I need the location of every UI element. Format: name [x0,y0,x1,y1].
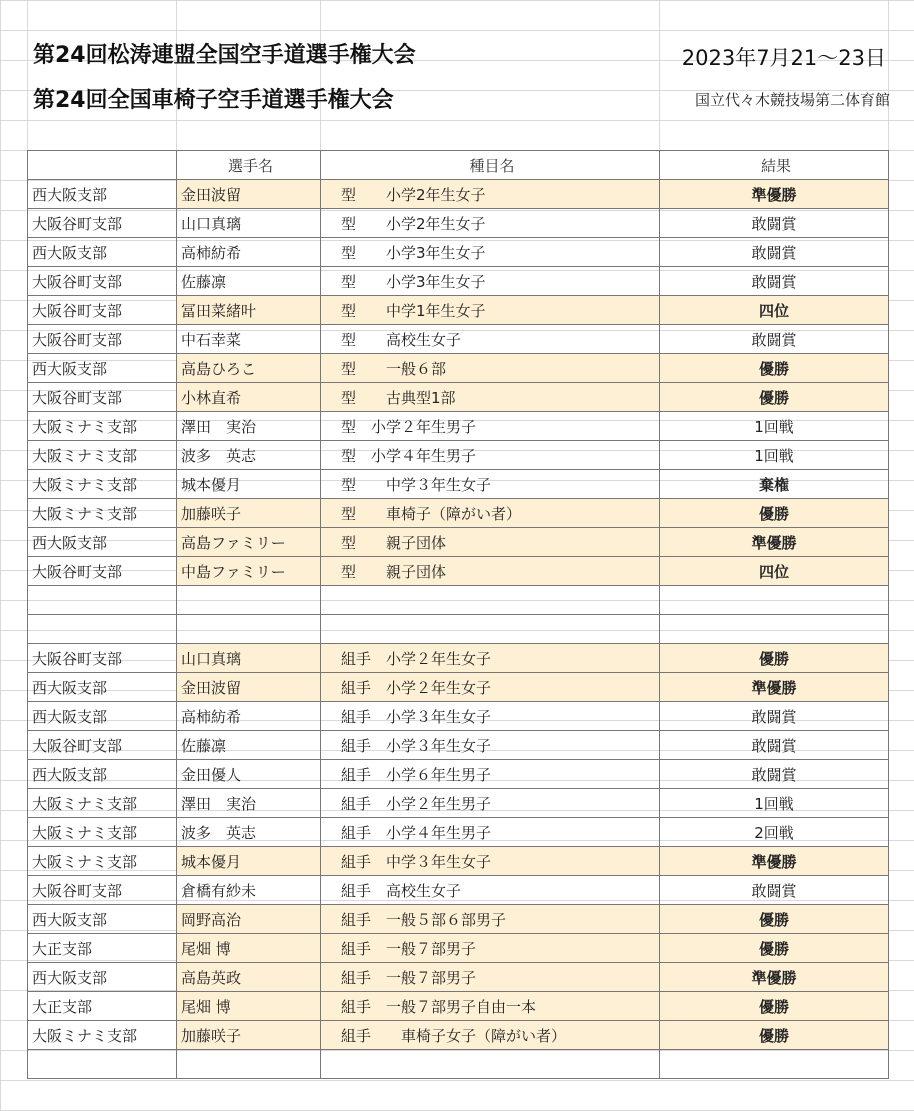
table-row [28,702,889,731]
event-cell[interactable]: 組手 一般５部６部男子 [321,905,660,934]
table-row [28,238,889,267]
tournament-venue: 国立代々木競技場第二体育館 [694,91,890,109]
branch-cell[interactable]: 大阪谷町支部 [28,267,177,296]
tournament-title-1: 第24回松涛連盟全国空手道選手権大会 [33,43,416,68]
name-cell[interactable]: 城本優月 [177,470,321,499]
result-cell[interactable]: 敢闘賞 [660,267,889,296]
result-cell[interactable] [660,586,889,615]
name-cell[interactable]: 高島英政 [177,963,321,992]
grid-line [888,0,889,150]
name-cell[interactable]: 高島ひろこ [177,354,321,383]
table-row [28,354,889,383]
table-row [28,412,889,441]
branch-cell[interactable]: 大阪谷町支部 [28,557,177,586]
name-cell[interactable]: 澤田 実治 [177,412,321,441]
result-cell[interactable]: 敢闘賞 [660,238,889,267]
name-cell[interactable] [177,1050,321,1079]
sheet-header [0,0,914,150]
grid-line [176,0,177,150]
name-cell[interactable]: 高柿紡希 [177,238,321,267]
name-cell[interactable]: 金田優人 [177,760,321,789]
tournament-date: 2023年7月21～23日 [681,46,886,70]
event-cell[interactable] [321,1050,660,1079]
name-cell[interactable]: 倉橋有紗未 [177,876,321,905]
branch-cell[interactable]: 大正支部 [28,992,177,1021]
name-cell[interactable]: 山口真璃 [177,644,321,673]
event-cell[interactable]: 型 小学２年生男子 [321,412,660,441]
branch-cell[interactable]: 大阪ミナミ支部 [28,818,177,847]
name-cell[interactable]: 山口真璃 [177,209,321,238]
table-row [28,528,889,557]
branch-cell[interactable]: 西大阪支部 [28,238,177,267]
table-row [28,267,889,296]
grid-line [27,0,28,150]
result-cell[interactable]: 準優勝 [660,847,889,876]
branch-cell[interactable]: 西大阪支部 [28,354,177,383]
result-cell[interactable]: 敢闘賞 [660,325,889,354]
table-row [28,441,889,470]
result-cell[interactable]: 敢闘賞 [660,760,889,789]
name-cell[interactable]: 澤田 実治 [177,789,321,818]
result-cell[interactable]: 四位 [660,296,889,325]
branch-cell[interactable]: 大正支部 [28,934,177,963]
name-cell[interactable]: 城本優月 [177,847,321,876]
branch-cell[interactable] [28,586,177,615]
event-cell[interactable]: 型 中学1年生女子 [321,296,660,325]
event-cell[interactable]: 組手 小学２年生女子 [321,673,660,702]
table-row [28,992,889,1021]
branch-cell[interactable]: 大阪谷町支部 [28,876,177,905]
grid-line [320,0,321,150]
branch-cell[interactable]: 大阪ミナミ支部 [28,412,177,441]
branch-cell[interactable]: 大阪谷町支部 [28,644,177,673]
branch-cell[interactable]: 大阪谷町支部 [28,296,177,325]
name-cell[interactable]: 加藤咲子 [177,1021,321,1050]
result-cell[interactable]: 敢闘賞 [660,209,889,238]
branch-cell[interactable]: 大阪谷町支部 [28,209,177,238]
branch-cell[interactable] [28,615,177,644]
event-cell[interactable]: 型 車椅子（障がい者） [321,499,660,528]
table-row [28,557,889,586]
table-row [28,383,889,412]
result-cell[interactable]: 優勝 [660,383,889,412]
branch-cell[interactable]: 大阪ミナミ支部 [28,441,177,470]
result-cell[interactable]: 優勝 [660,992,889,1021]
event-cell[interactable]: 組手 小学４年生男子 [321,818,660,847]
event-cell[interactable]: 組手 高校生女子 [321,876,660,905]
event-cell[interactable]: 組手 一般７部男子 [321,934,660,963]
branch-cell[interactable]: 西大阪支部 [28,702,177,731]
header-row [28,151,889,180]
result-cell[interactable]: 1回戦 [660,789,889,818]
branch-cell[interactable]: 西大阪支部 [28,905,177,934]
name-cell[interactable]: 佐藤凛 [177,731,321,760]
name-cell[interactable]: 岡野高治 [177,905,321,934]
branch-cell[interactable]: 大阪ミナミ支部 [28,499,177,528]
header-branch[interactable] [28,151,177,180]
result-cell[interactable]: 1回戦 [660,412,889,441]
event-cell[interactable]: 組手 小学６年生男子 [321,760,660,789]
branch-cell[interactable]: 大阪ミナミ支部 [28,470,177,499]
branch-cell[interactable]: 西大阪支部 [28,180,177,209]
name-cell[interactable]: 冨田菜緒叶 [177,296,321,325]
name-cell[interactable] [177,586,321,615]
name-cell[interactable]: 波多 英志 [177,818,321,847]
event-cell[interactable] [321,586,660,615]
name-cell[interactable]: 小林直希 [177,383,321,412]
results-table [27,150,889,1079]
table-row [28,644,889,673]
table-row [28,209,889,238]
result-cell[interactable]: 優勝 [660,644,889,673]
event-cell[interactable]: 型 親子団体 [321,557,660,586]
event-cell[interactable]: 型 小学４年生男子 [321,441,660,470]
branch-cell[interactable]: 西大阪支部 [28,673,177,702]
branch-cell[interactable]: 大阪ミナミ支部 [28,847,177,876]
table-row [28,905,889,934]
result-cell[interactable]: 敢闘賞 [660,731,889,760]
branch-cell[interactable] [28,1050,177,1079]
name-cell[interactable]: 高柿紡希 [177,702,321,731]
name-cell[interactable]: 金田波留 [177,180,321,209]
table-row [28,731,889,760]
table-row [28,586,889,615]
name-cell[interactable]: 高島ファミリー [177,528,321,557]
event-cell[interactable] [321,615,660,644]
table-row [28,934,889,963]
event-cell[interactable]: 組手 小学２年生女子 [321,644,660,673]
table-row [28,760,889,789]
event-cell[interactable]: 組手 一般７部男子自由一本 [321,992,660,1021]
result-cell[interactable]: 敢闘賞 [660,702,889,731]
result-cell[interactable]: 棄権 [660,470,889,499]
table-row [28,615,889,644]
table-row [28,470,889,499]
grid-line [659,0,660,150]
tournament-title-2: 第24回全国車椅子空手道選手権大会 [33,88,394,113]
table-row [28,673,889,702]
branch-cell[interactable]: 大阪谷町支部 [28,383,177,412]
branch-cell[interactable]: 西大阪支部 [28,760,177,789]
result-cell[interactable]: 優勝 [660,934,889,963]
name-cell[interactable]: 金田波留 [177,673,321,702]
name-cell[interactable]: 加藤咲子 [177,499,321,528]
event-cell[interactable]: 型 古典型1部 [321,383,660,412]
result-cell[interactable] [660,615,889,644]
table-row [28,789,889,818]
name-cell[interactable]: 尾畑 博 [177,934,321,963]
event-cell[interactable]: 組手 小学３年生女子 [321,731,660,760]
result-cell[interactable]: 四位 [660,557,889,586]
header-event[interactable]: 種目名 [321,151,660,180]
branch-cell[interactable]: 西大阪支部 [28,963,177,992]
result-cell[interactable]: 準優勝 [660,180,889,209]
event-cell[interactable]: 型 中学３年生女子 [321,470,660,499]
header-name[interactable]: 選手名 [177,151,321,180]
name-cell[interactable]: 波多 英志 [177,441,321,470]
results-body [28,151,889,1079]
event-cell[interactable]: 組手 車椅子女子（障がい者） [321,1021,660,1050]
event-cell[interactable]: 型 親子団体 [321,528,660,557]
branch-cell[interactable]: 大阪ミナミ支部 [28,1021,177,1050]
event-cell[interactable]: 型 一般６部 [321,354,660,383]
event-cell[interactable]: 型 高校生女子 [321,325,660,354]
table-row [28,963,889,992]
result-cell[interactable]: 2回戦 [660,818,889,847]
branch-cell[interactable]: 大阪ミナミ支部 [28,789,177,818]
result-cell[interactable]: 準優勝 [660,673,889,702]
result-cell[interactable]: 優勝 [660,499,889,528]
result-cell[interactable]: 優勝 [660,354,889,383]
name-cell[interactable]: 佐藤凛 [177,267,321,296]
branch-cell[interactable]: 大阪谷町支部 [28,731,177,760]
event-cell[interactable]: 組手 一般７部男子 [321,963,660,992]
event-cell[interactable]: 型 小学2年生女子 [321,180,660,209]
result-cell[interactable]: 準優勝 [660,528,889,557]
result-cell[interactable] [660,1050,889,1079]
table-row [28,847,889,876]
event-cell[interactable]: 型 小学2年生女子 [321,209,660,238]
branch-cell[interactable]: 西大阪支部 [28,528,177,557]
result-cell[interactable]: 優勝 [660,1021,889,1050]
name-cell[interactable]: 中島ファミリー [177,557,321,586]
event-cell[interactable]: 型 小学3年生女子 [321,238,660,267]
result-cell[interactable]: 敢闘賞 [660,876,889,905]
result-cell[interactable]: 優勝 [660,905,889,934]
table-row [28,1021,889,1050]
name-cell[interactable]: 尾畑 博 [177,992,321,1021]
name-cell[interactable] [177,615,321,644]
event-cell[interactable]: 組手 小学３年生女子 [321,702,660,731]
table-row [28,1050,889,1079]
table-row [28,876,889,905]
event-cell[interactable]: 組手 小学２年生男子 [321,789,660,818]
table-row [28,818,889,847]
event-cell[interactable]: 組手 中学３年生女子 [321,847,660,876]
result-cell[interactable]: 1回戦 [660,441,889,470]
table-row [28,296,889,325]
branch-cell[interactable]: 大阪谷町支部 [28,325,177,354]
table-row [28,325,889,354]
table-row [28,499,889,528]
header-result[interactable]: 結果 [660,151,889,180]
result-cell[interactable]: 準優勝 [660,963,889,992]
event-cell[interactable]: 型 小学3年生女子 [321,267,660,296]
table-row [28,180,889,209]
name-cell[interactable]: 中石幸菜 [177,325,321,354]
